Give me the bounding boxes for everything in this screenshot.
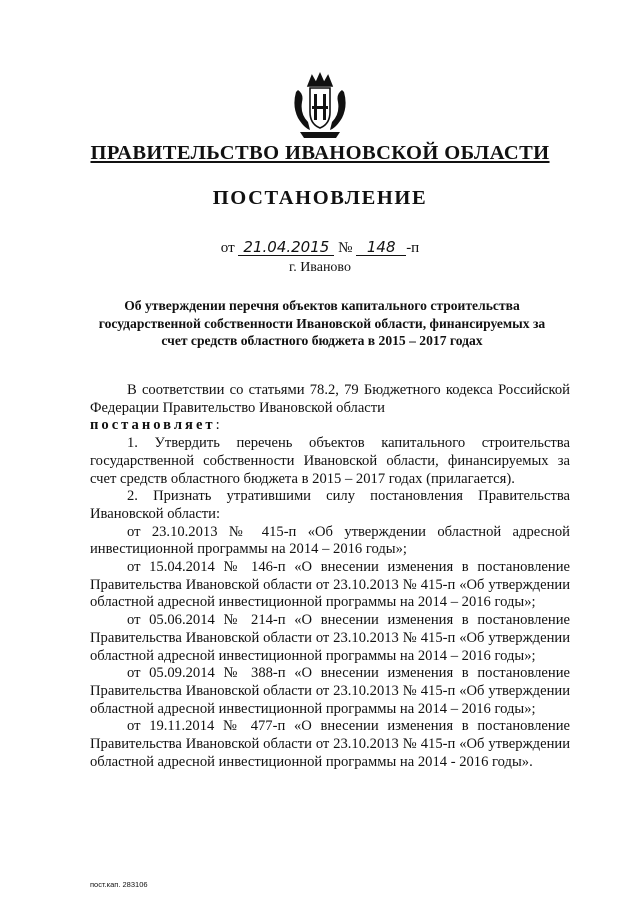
item-1: 1. Утвердить перечень объектов капитального строительства государственной собственности Ивановской области, финансируемых за счет средств областного бюджета в 2015 – 2017 годах (прилагается).	[90, 435, 570, 487]
decree-number-line	[0, 240, 640, 257]
act-item: от 23.10.2013 № 415-п «Об утверждении областной адресной инвестиционной программы на 2014 – 2016 годы»;	[90, 523, 570, 558]
act-item: от 05.09.2014 № 388-п «О внесении изменения в постановление Правительства Ивановской области от 23.10.2013 № 415-п «Об утверждении областной адресной инвестиционной программы на 2014 – 2016 годы»;	[90, 665, 570, 717]
footer-code: пост.кап. 283106	[90, 880, 148, 889]
document-type: ПОСТАНОВЛЕНИЕ	[212, 187, 428, 209]
decree-body	[90, 382, 570, 771]
decree-heading: Об утверждении перечня объектов капитального строительства государственной собственности Ивановской области, финансируемых за счет средств областного бюджета в 2015 – 2017 годах	[98, 298, 546, 348]
government-title: ПРАВИТЕЛЬСТВО ИВАНОВСКОЙ ОБЛАСТИ	[90, 142, 550, 164]
from-label: от	[220, 240, 235, 256]
act-item: от 15.04.2014 № 146-п «О внесении изменения в постановление Правительства Ивановской области от 23.10.2013 № 415-п «Об утверждении областной адресной инвестиционной программы на 2014 – 2016 годы»;	[90, 559, 570, 611]
number-suffix: -п	[406, 240, 420, 256]
act-item: от 05.06.2014 № 214-п «О внесении изменения в постановление Правительства Ивановской области от 23.10.2013 № 415-п «Об утверждении областной адресной инвестиционной программы на 2014 – 2016 годы»;	[90, 612, 570, 664]
preamble: В соответствии со статьями 78.2, 79 Бюджетного кодекса Российской Федерации Правительство Ивановской области	[90, 382, 570, 416]
number-label: №	[338, 240, 353, 256]
item-2: 2. Признать утратившими силу постановления Правительства Ивановской области:	[90, 488, 570, 522]
act-item: от 19.11.2014 № 477-п «О внесении изменения в постановление Правительства Ивановской области от 23.10.2013 № 415-п «Об утверждении областной адресной инвестиционной программы на 2014 - 2016 годы».	[90, 718, 570, 770]
decree-date: 21.04.2015	[238, 240, 334, 256]
coat-of-arms-icon	[290, 72, 350, 140]
resolves-word: постановляет	[90, 417, 216, 434]
decree-number: 148	[356, 240, 406, 256]
city: г. Иваново	[289, 260, 351, 275]
resolves-line: постановляет:	[90, 417, 220, 434]
